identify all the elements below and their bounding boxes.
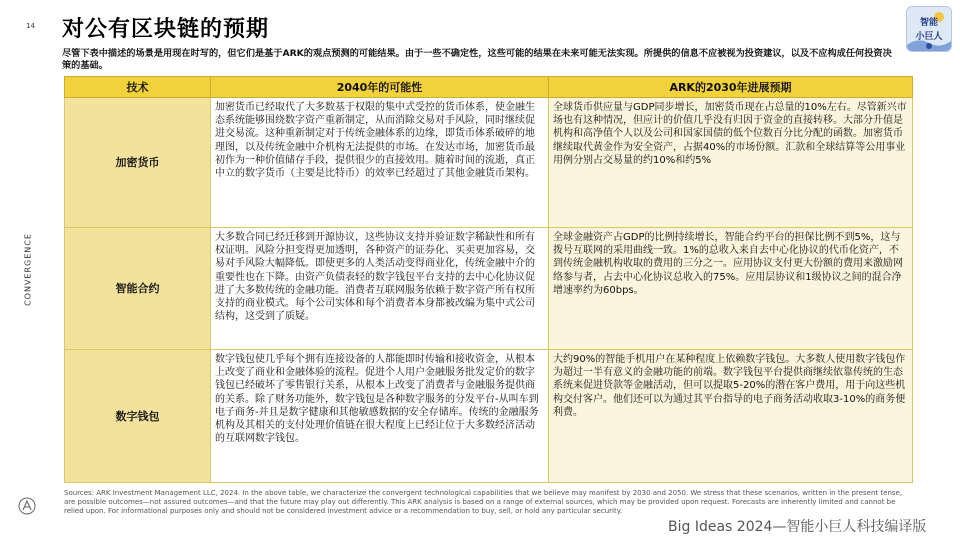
footer-text: Big Ideas 2024—智能小巨人科技编译版 <box>668 519 927 535</box>
ark-logo-icon <box>18 497 36 515</box>
brand-badge <box>906 6 952 52</box>
table-row <box>65 98 913 228</box>
source-note: Sources: ARK Investment Management LLC, 2024. In the above table, we characterize the convergent technological capabilities that we believe may manifest by 2030 and 2050. We stress that these scenarios, written in the present tense, are possible outcomes—not assured outcomes—and that the future may play out differently. This ARK analysis is based on a range of external sources, which may be provided upon request. Forecasts are inherently limited and cannot be relied upon. For informational purposes only and should not be considered investment advice or a recommendation to buy, sell, or hold any particular security. <box>64 489 903 515</box>
side-label: CONVERGENCE <box>23 233 33 306</box>
badge-line1: 智能 <box>919 18 938 28</box>
row-possibility-cell: 大多数合同已经迁移到开源协议，这些协议支持并验证数字稀缺性和所有权证明。风险分担变得更加透明，各种资产的证券化、买卖更加容易，交易对手风险大幅降低。即使更多的人类活动变得商业化，传统金融中介的重要性也在下降。由资产负债表轻的数字钱包平台支持的去中心化协议促进了大多数传统的金融功能。消费者互联网服务依赖于数字资产所有权所支持的商业模式。每个公司实体和每个消费者本身都被改编为集中式公司结构，这受到了质疑。 <box>211 228 549 350</box>
expectations-table <box>64 76 913 483</box>
badge-line2: 小巨人 <box>915 32 943 42</box>
table-header-row <box>65 77 913 98</box>
row-tech-label: 智能合约 <box>65 228 211 350</box>
header-2040-possibility: 2040年的可能性 <box>211 77 549 98</box>
row-tech-label: 数字钱包 <box>65 350 211 483</box>
row-tech-label: 加密货币 <box>65 98 211 228</box>
page-title: 对公有区块链的预期 <box>62 17 270 42</box>
row-possibility-cell: 加密货币已经取代了大多数基于权限的集中式受控的货币体系，使金融生态系统能够围绕数字资产重新制定，从而消除交易对手风险，同时继续促进交易流。这种重新制定对于传统金融体系的边缘，即货币体系破碎的地理图，以及传统金融中介机构无法提供的市场。在发达市场，加密货币最初作为一种价值储存手段，提供很少的直接效用。随着时间的流逝，真正中立的数字货币（主要是比特币）的效率已经超过了其他金融货币架构。 <box>211 98 549 228</box>
row-forecast-cell: 全球货币供应量与GDP同步增长，加密货币现在占总量的10%左右。尽管新兴市场也有这种情况，但应计的价值几乎没有归因于资金的直接转移。大部分升值是机构和高净值个人以及公司和国家国债的低个位数百分比分配的函数。加密货币继续取代黄金作为安全资产，占据40%的市场份额。汇款和全球结算等公用事业用例分别占交易量的约10%和约5% <box>549 98 913 228</box>
row-forecast-cell: 大约90%的智能手机用户在某种程度上依赖数字钱包。大多数人使用数字钱包作为超过一半有意义的金融功能的前端。数字钱包平台提供商继续依靠传统的生态系统来促进贷款等金融活动，但可以提取5-20%的潜在客户费用，用于向这些机构交付客户。他们还可以为通过其平台指导的电子商务活动收取3-10%的商务便利费。 <box>549 350 913 483</box>
page-number: 14 <box>26 22 35 30</box>
table-row <box>65 228 913 350</box>
header-tech: 技术 <box>65 77 211 98</box>
row-possibility-cell: 数字钱包使几乎每个拥有连接设备的人都能即时传输和接收资金，从根本上改变了商业和金融体验的流程。促进个人用户金融服务批发定价的数字钱包已经破坏了零售银行关系，从根本上改变了消费者与金融服务提供商的关系。除了财务功能外，数字钱包是各种数字服务的分发平台-从叫车到电子商务-并且是数字健康和其他敏感数据的安全存储库。传统的金融服务机构及其相关的支付处理价值链在很大程度上已经让位于大多数经济活动的互联网数字钱包。 <box>211 350 549 483</box>
disclaimer-subtitle: 尽管下表中描述的场景是用现在时写的，但它们是基于ARK的观点预测的可能结果。由于一些不确定性，这些可能的结果在未来可能无法实现。所提供的信息不应被视为投资建议，以及不应构成任何投资决策的基础。 <box>62 48 892 71</box>
table-row <box>65 350 913 483</box>
header-2030-forecast: ARK的2030年进展预期 <box>549 77 913 98</box>
row-forecast-cell: 全球金融资产占GDP的比例持续增长，智能合约平台的担保比例不到5%，这与拨号互联网的采用曲线一致。1%的总收入来自去中心化协议的代币化资产，不到传统金融机构收取的费用的三分之一。应用协议支付更大份额的费用来激励网络参与者，占去中心化协议总收入的75%。应用层协议和1级协议之间的混合净增速率约为60bps。 <box>549 228 913 350</box>
